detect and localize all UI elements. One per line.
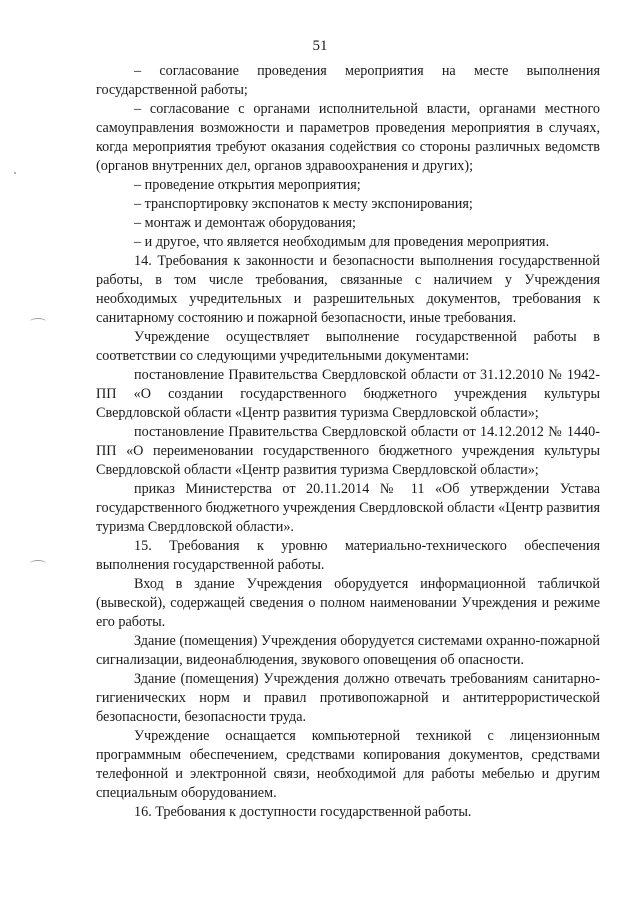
paragraph: постановление Правительства Свердловской области от 31.12.2010 № 1942-ПП «О создании государственного бюджетного учреждения культуры Свердловской области «Центр развития туризма Свердловской области»; bbox=[96, 367, 600, 421]
paragraph: 15. Требования к уровню материально-технического обеспечения выполнения государственной работы. bbox=[96, 538, 600, 573]
document-body bbox=[96, 62, 600, 822]
paragraph: Учреждение осуществляет выполнение государственной работы в соответствии со следующими учредительными документами: bbox=[96, 329, 600, 364]
page-number: 51 bbox=[312, 38, 328, 54]
paragraph: – монтаж и демонтаж оборудования; bbox=[134, 215, 356, 231]
paragraph: 16. Требования к доступности государственной работы. bbox=[134, 804, 472, 820]
paragraph: постановление Правительства Свердловской области от 14.12.2012 № 1440-ПП «О переименовании государственного бюджетного учреждения культуры Свердловской области «Центр развития туризма Свердловской области»; bbox=[96, 424, 600, 478]
paragraph: Вход в здание Учреждения оборудуется информационной табличкой (вывеской), содержащей сведения о полном наименовании Учреждения и режиме его работы. bbox=[96, 576, 600, 630]
scan-mark bbox=[30, 560, 46, 567]
scan-dot bbox=[14, 172, 16, 174]
paragraph: приказ Министерства от 20.11.2014 № 11 «Об утверждении Устава государственного бюджетного учреждения Свердловской области «Центр развития туризма Свердловской области». bbox=[96, 481, 600, 535]
paragraph: 14. Требования к законности и безопасности выполнения государственной работы, в том числе требования, связанные с наличием у Учреждения необходимых учредительных и разрешительных документов, требования к санитарному состоянию и пожарной безопасности, иные требования. bbox=[96, 253, 600, 326]
paragraph: – транспортировку экспонатов к месту экспонирования; bbox=[134, 196, 473, 212]
paragraph: Здание (помещения) Учреждения оборудуется системами охранно-пожарной сигнализации, видеонаблюдения, звукового оповещения об опасности. bbox=[96, 633, 600, 668]
paragraph: Учреждение оснащается компьютерной техникой с лицензионным программным обеспечением, средствами копирования документов, средствами телефонной и электронной связи, необходимой для работы мебелью и другим специальным оборудованием. bbox=[96, 728, 600, 801]
paragraph: – проведение открытия мероприятия; bbox=[134, 177, 361, 193]
scan-mark bbox=[30, 318, 46, 325]
paragraph: – согласование с органами исполнительной власти, органами местного самоуправления возможности и параметров проведения мероприятия в случаях, когда мероприятия требуют оказания содействия со стороны различных ведомств (органов внутренних дел, органов здравоохранения и других); bbox=[96, 101, 600, 174]
paragraph: – и другое, что является необходимым для проведения мероприятия. bbox=[134, 234, 550, 250]
paragraph: – согласование проведения мероприятия на месте выполнения государственной работы; bbox=[96, 63, 600, 98]
paragraph: Здание (помещения) Учреждения должно отвечать требованиям санитарно-гигиенических норм и правил противопожарной и антитеррористической безопасности, безопасности труда. bbox=[96, 671, 600, 725]
